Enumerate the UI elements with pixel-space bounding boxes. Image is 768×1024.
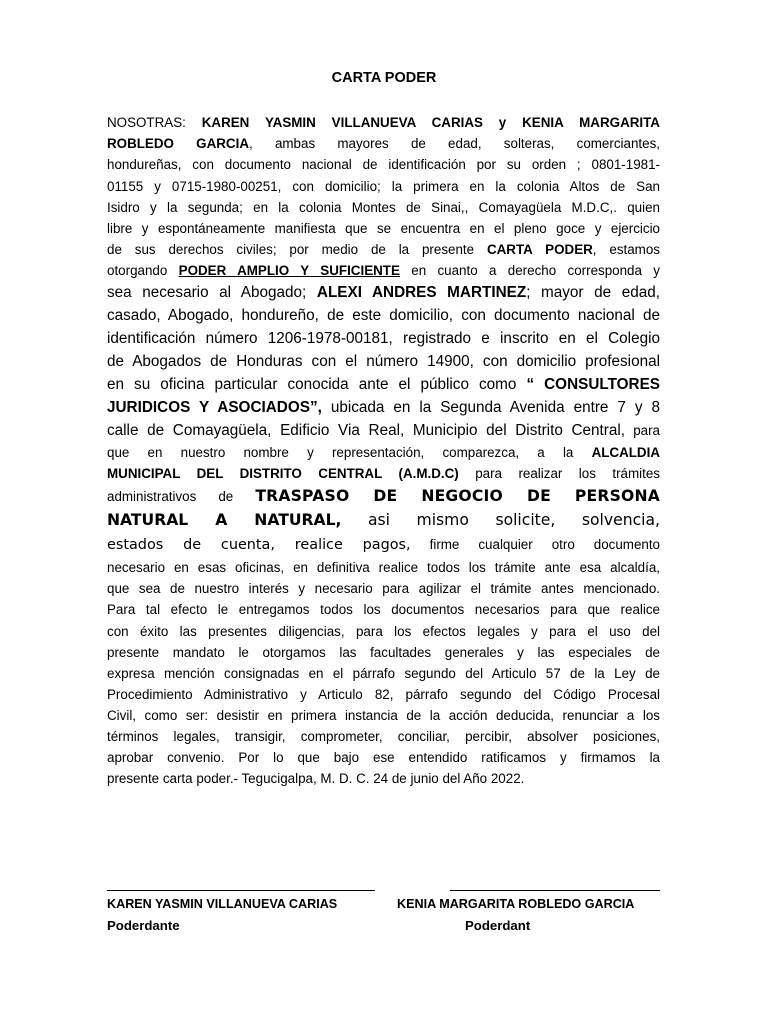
firm-name: “ CONSULTORES <box>526 376 660 393</box>
signer-role: Poderdant <box>465 918 531 933</box>
body-line: de Abogados de Honduras con el número 14900, con domicilio profesional <box>107 353 660 370</box>
body-line: presente mandato le otorgamos las facultades generales y las especiales de <box>107 645 660 660</box>
grantor-names: ROBLEDO GARCIA <box>107 136 249 151</box>
body-text: en cuanto a derecho corresponda y <box>399 263 660 278</box>
body-text: asi mismo solicite, solvencia, <box>341 511 660 529</box>
body-line <box>107 467 660 480</box>
body-line: términos legales, transigir, comprometer, conciliar, percibir, absolver posiciones, <box>107 729 660 744</box>
body-line <box>107 243 660 256</box>
poder-amplio: PODER AMPLIO Y SUFICIENTE <box>178 263 400 278</box>
body-line <box>107 513 660 529</box>
signer-role: Poderdante <box>107 918 180 933</box>
body-line: hondureñas, con documento nacional de identificación por su orden ; 0801-1981- <box>107 157 660 172</box>
firm-name: JURIDICOS Y ASOCIADOS”, <box>107 399 322 416</box>
body-line: aprobar convenio. Por lo que bajo ese entendido ratificamos y firmamos la <box>107 750 660 765</box>
body-text: ubicada en la Segunda Avenida entre 7 y 8 <box>321 399 660 416</box>
body-text: NOSOTRAS: <box>107 115 202 130</box>
document-title: CARTA PODER <box>331 70 437 86</box>
body-line: casado, Abogado, hondureño, de este domicilio, con documento nacional de <box>107 307 660 324</box>
procedure-name: NATURAL A NATURAL, <box>107 511 342 529</box>
grantor-names: KAREN YASMIN VILLANUEVA CARIAS y KENIA MARGARITA <box>201 115 660 130</box>
procedure-name: TRASPASO DE NEGOCIO DE PERSONA <box>255 487 661 505</box>
body-line: presente carta poder.- Tegucigalpa, M. D. C. 24 de junio del Año 2022. <box>107 771 525 786</box>
body-line: Procedimiento Administrativo y Articulo 82, párrafo segundo del Código Procesal <box>107 687 660 702</box>
body-text: estados de cuenta, realice pagos, <box>107 537 411 553</box>
body-text: , estamos <box>592 242 660 257</box>
body-line: con éxito las presentes diligencias, para los efectos legales y para el uso del <box>107 624 660 639</box>
body-text: firme cualquier otro documento <box>410 537 661 552</box>
signer-name: KAREN YASMIN VILLANUEVA CARIAS <box>107 897 338 911</box>
signature-line <box>107 890 375 891</box>
signer-name: KENIA MARGARITA ROBLEDO GARCIA <box>397 897 635 911</box>
body-line: que sea de nuestro interés y necesario para agilizar el trámite antes mencionado. <box>107 581 660 596</box>
body-line: Civil, como ser: desistir en primera instancia de la acción deducida, renunciar a los <box>107 708 660 723</box>
body-line: necesario en esas oficinas, en definitiva realice todos los trámite ante esa alcaldía, <box>107 560 660 575</box>
body-line: Isidro y la segunda; en la colonia Montes de Sinai,, Comayagüela M.D.C,. quien <box>107 200 660 215</box>
body-text: para <box>625 423 660 438</box>
body-line: expresa mención consignadas en el párrafo segundo del Articulo 57 de la Ley de <box>107 666 660 681</box>
body-line <box>107 446 660 459</box>
body-text: que en nuestro nombre y representación, comparezca, a la <box>107 445 592 460</box>
body-line <box>107 538 660 552</box>
body-line <box>107 377 660 392</box>
body-line <box>107 400 660 415</box>
body-line: identificación número 1206-1978-00181, registrado e inscrito en el Colegio <box>107 330 660 347</box>
body-line <box>107 423 660 438</box>
body-line: Para tal efecto le entregamos todos los documentos necesarios para que realice <box>107 602 660 617</box>
body-text: en su oficina particular conocida ante el público como <box>107 376 527 393</box>
body-text: para realizar los trámites <box>458 466 660 481</box>
body-line <box>107 489 660 505</box>
alcaldia-name: ALCALDIA <box>591 445 660 460</box>
attorney-name: ALEXI ANDRES MARTINEZ <box>316 284 527 301</box>
alcaldia-name: MUNICIPAL DEL DISTRITO CENTRAL (A.M.D.C) <box>107 466 459 481</box>
body-line <box>107 264 660 277</box>
body-text: , ambas mayores de edad, solteras, comerciantes, <box>249 136 660 151</box>
body-line: libre y espontáneamente manifiesta que se encuentra en el pleno goce y ejercicio <box>107 221 660 236</box>
body-text: ; mayor de edad, <box>526 284 660 301</box>
body-text: calle de Comayagüela, Edificio Via Real, Municipio del Distrito Central, <box>107 422 626 439</box>
signature-line <box>450 890 660 891</box>
body-line <box>107 285 660 300</box>
body-line <box>107 137 660 150</box>
body-line <box>107 116 660 129</box>
body-text: administrativos de <box>107 489 256 504</box>
body-line: 01155 y 0715-1980-00251, con domicilio; la primera en la colonia Altos de San <box>107 179 660 194</box>
carta-poder-ref: CARTA PODER <box>486 242 593 257</box>
body-text: otorgando <box>107 263 179 278</box>
body-text: sea necesario al Abogado; <box>107 284 317 301</box>
body-text: de sus derechos civiles; por medio de la presente <box>107 242 487 257</box>
